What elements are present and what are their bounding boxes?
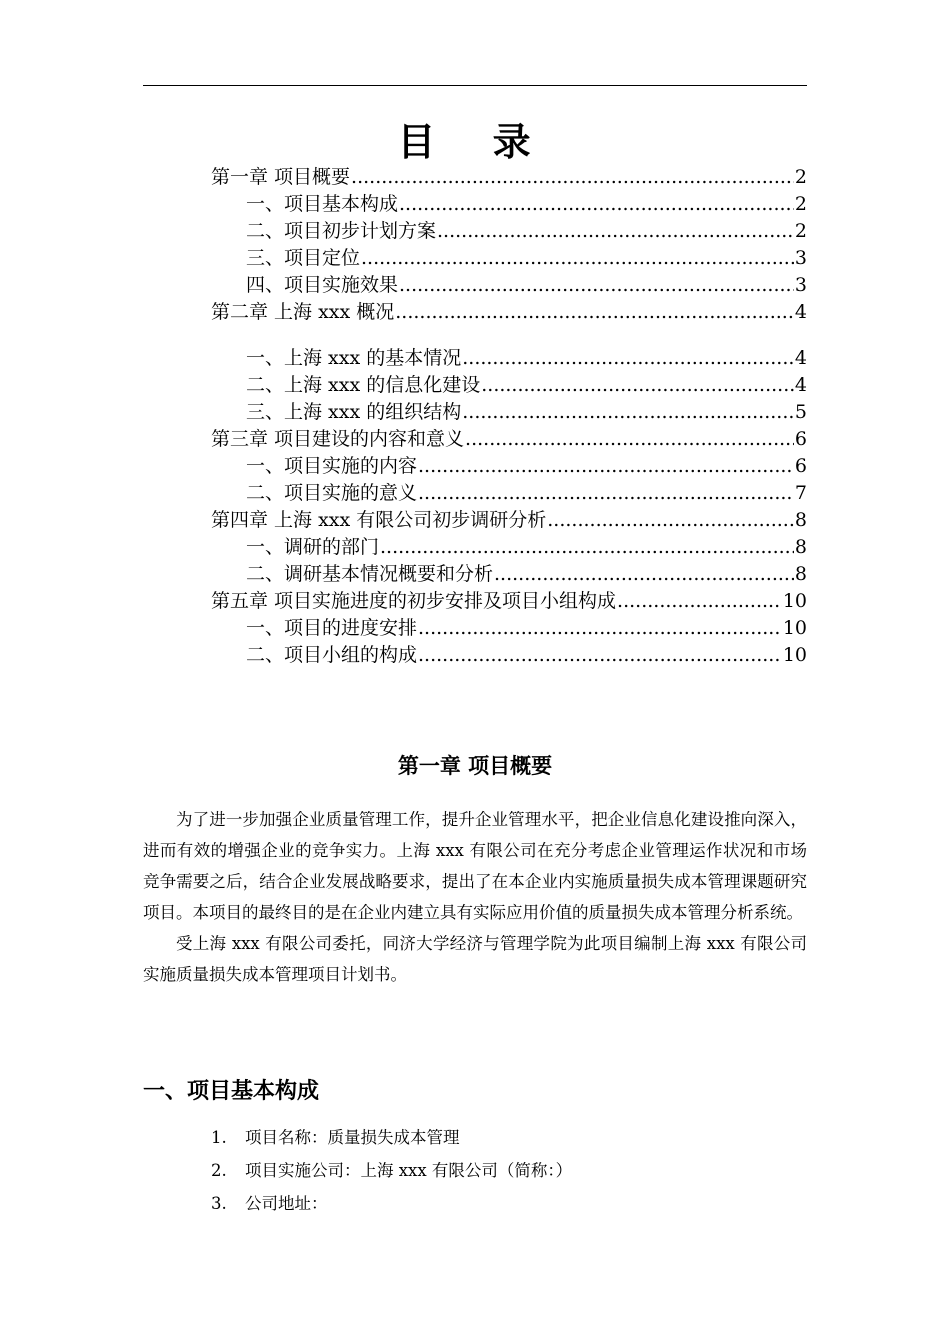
toc-leader-dots	[462, 345, 794, 372]
toc-entry-page: 7	[794, 482, 807, 504]
body-paragraph: 受上海 xxx 有限公司委托，同济大学经济与管理学院为此项目编制上海 xxx 有限公司实施质量损失成本管理项目计划书。	[143, 934, 807, 984]
list-item-text: 公司地址：	[245, 1194, 328, 1213]
toc-entry-page: 6	[794, 455, 807, 477]
toc-entry-label: 一、项目的进度安排	[246, 617, 418, 639]
toc-entry-page: 2	[794, 166, 807, 188]
toc-leader-dots	[361, 245, 794, 272]
toc-leader-dots	[351, 164, 794, 191]
toc-entry-label: 第五章 项目实施进度的初步安排及项目小组构成	[211, 590, 617, 612]
section-heading: 一、项目基本构成	[143, 1079, 320, 1105]
toc-entry-page: 8	[794, 536, 807, 558]
chapter-body	[143, 804, 807, 990]
toc-entry-label: 第四章 上海 xxx 有限公司初步调研分析	[211, 509, 547, 531]
toc-entry-label: 第二章 上海 xxx 概况	[211, 301, 395, 323]
toc-entry-chapter-1[interactable]	[211, 164, 807, 191]
toc-leader-dots	[494, 561, 794, 588]
toc-leader-dots	[617, 588, 782, 615]
toc-entry-label: 一、调研的部门	[246, 536, 380, 558]
toc-entry-label: 二、项目小组的构成	[246, 644, 418, 666]
toc-entry-label: 第三章 项目建设的内容和意义	[211, 428, 465, 450]
toc-entry-section[interactable]	[211, 372, 807, 399]
toc-leader-dots	[547, 507, 794, 534]
toc-entry-label: 二、项目初步计划方案	[246, 220, 437, 242]
chapter-heading: 第一章 项目概要	[397, 754, 553, 779]
toc-entry-section[interactable]	[211, 245, 807, 272]
toc-entry-label: 三、上海 xxx 的组织结构	[246, 401, 462, 423]
toc-entry-section[interactable]	[211, 561, 807, 588]
toc-entry-page: 3	[794, 274, 807, 296]
toc-entry-page: 3	[794, 247, 807, 269]
toc-leader-dots	[380, 534, 794, 561]
toc-entry-page: 2	[794, 220, 807, 242]
toc-entry-label: 第一章 项目概要	[211, 166, 351, 188]
toc-entry-section[interactable]	[211, 642, 807, 669]
toc-entry-page: 4	[794, 347, 807, 369]
toc-leader-dots	[418, 453, 794, 480]
toc-entry-page: 10	[782, 590, 807, 612]
list-item-number: 2.	[211, 1161, 227, 1180]
toc-entry-chapter-2[interactable]	[211, 299, 807, 326]
toc-entry-label: 三、项目定位	[246, 247, 361, 269]
toc-entry-page: 5	[794, 401, 807, 423]
toc-leader-dots	[418, 642, 782, 669]
toc-entry-section[interactable]	[211, 272, 807, 299]
toc-leader-dots	[399, 272, 794, 299]
toc-leader-dots	[418, 480, 794, 507]
table-of-contents	[211, 164, 807, 669]
list-item-text: 项目名称：质量损失成本管理	[245, 1128, 460, 1147]
toc-entry-label: 二、调研基本情况概要和分析	[246, 563, 494, 585]
toc-entry-label: 一、上海 xxx 的基本情况	[246, 347, 462, 369]
list-item	[211, 1187, 572, 1220]
header-rule	[143, 85, 807, 86]
toc-entry-section[interactable]	[211, 191, 807, 218]
list-item-text: 项目实施公司：上海 xxx 有限公司（简称：）	[245, 1161, 573, 1180]
toc-leader-dots	[465, 426, 794, 453]
toc-entry-section[interactable]	[211, 345, 807, 372]
toc-entry-section[interactable]	[211, 534, 807, 561]
toc-entry-chapter-5[interactable]	[211, 588, 807, 615]
toc-entry-section[interactable]	[211, 399, 807, 426]
toc-entry-page: 10	[782, 617, 807, 639]
toc-entry-page: 6	[794, 428, 807, 450]
toc-entry-page: 4	[794, 301, 807, 323]
toc-entry-page: 8	[794, 509, 807, 531]
list-item-number: 3.	[211, 1194, 227, 1213]
toc-leader-dots	[437, 218, 794, 245]
toc-leader-dots	[481, 372, 794, 399]
toc-entry-page: 8	[794, 563, 807, 585]
toc-leader-dots	[395, 299, 794, 326]
toc-entry-chapter-3[interactable]	[211, 426, 807, 453]
list-item	[211, 1121, 572, 1154]
toc-entry-section[interactable]	[211, 453, 807, 480]
toc-entry-section[interactable]	[211, 480, 807, 507]
toc-entry-page: 10	[782, 644, 807, 666]
project-info-list	[211, 1121, 572, 1220]
toc-entry-label: 二、项目实施的意义	[246, 482, 418, 504]
toc-leader-dots	[399, 191, 794, 218]
toc-entry-section[interactable]	[211, 615, 807, 642]
toc-entry-page: 2	[794, 193, 807, 215]
toc-entry-chapter-4[interactable]	[211, 507, 807, 534]
toc-entry-page: 4	[794, 374, 807, 396]
list-item	[211, 1154, 572, 1187]
toc-title: 目 录	[397, 120, 553, 164]
toc-leader-dots	[418, 615, 782, 642]
list-item-number: 1.	[211, 1128, 227, 1147]
toc-entry-label: 二、上海 xxx 的信息化建设	[246, 374, 481, 396]
toc-entry-label: 四、项目实施效果	[246, 274, 399, 296]
body-paragraph: 为了进一步加强企业质量管理工作，提升企业管理水平，把企业信息化建设推向深入，进而有效的增强企业的竞争实力。上海 xxx 有限公司在充分考虑企业管理运作状况和市场竞争需要之后，结合企业发展战略要求，提出了在本企业内实施质量损失成本管理课题研究项目。本项目的最终目的是在企业内建立具有实际应用价值的质量损失成本管理分析系统。	[143, 810, 807, 922]
toc-leader-dots	[462, 399, 794, 426]
toc-entry-label: 一、项目实施的内容	[246, 455, 418, 477]
toc-entry-label: 一、项目基本构成	[246, 193, 399, 215]
toc-entry-section[interactable]	[211, 218, 807, 245]
